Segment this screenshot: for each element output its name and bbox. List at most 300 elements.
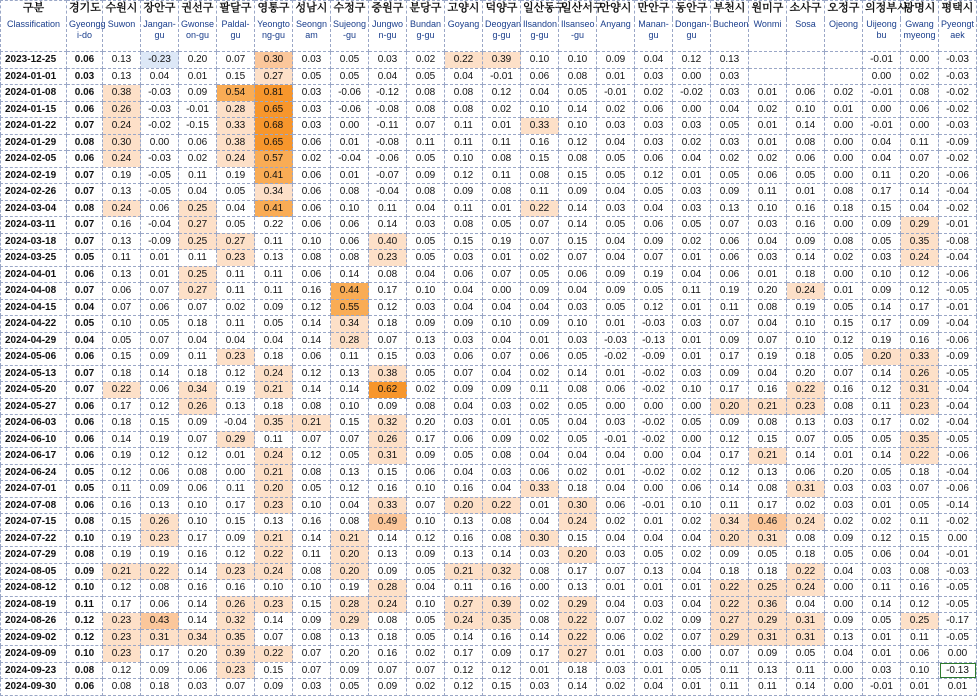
row-date: 2024-08-12 [1,580,67,597]
table-cell: 0.07 [407,662,445,679]
table-cell: 0.28 [217,101,255,118]
table-cell: 0.13 [749,464,787,481]
table-cell: -0.04 [939,464,977,481]
table-cell: 0.12 [369,299,407,316]
table-cell: 0.14 [559,679,597,696]
table-cell: 0.24 [787,580,825,597]
table-cell: 0.05 [597,167,635,184]
table-cell: 0.16 [825,382,863,399]
table-cell: 0.05 [67,464,103,481]
table-cell: -0.04 [141,217,179,234]
table-cell: -0.05 [939,431,977,448]
table-cell: 0.02 [749,101,787,118]
row-date: 2024-07-08 [1,497,67,514]
table-cell: 0.08 [67,662,103,679]
table-cell: 0.01 [939,679,977,696]
table-cell: 0.05 [711,118,749,135]
table-cell: 0.08 [445,85,483,102]
table-cell: 0.26 [141,514,179,531]
table-cell: 0.20 [179,52,217,69]
table-cell: 0.23 [217,250,255,267]
table-cell: 0.09 [863,217,901,234]
table-cell: 0.05 [217,184,255,201]
table-cell: 0.14 [863,596,901,613]
table-cell: 0.04 [445,283,483,300]
table-cell: 0.05 [787,646,825,663]
table-cell: 0.09 [711,184,749,201]
table-cell: 0.07 [67,283,103,300]
table-cell: 0.19 [141,547,179,564]
table-cell: 0.11 [711,497,749,514]
table-cell: 0.41 [255,167,293,184]
table-cell: 0.05 [673,415,711,432]
table-cell: 0.16 [293,283,331,300]
table-cell: -0.01 [863,52,901,69]
table-cell: 0.10 [179,514,217,531]
row-date: 2024-02-26 [1,184,67,201]
table-cell: 0.10 [901,662,939,679]
table-cell: 0.01 [673,349,711,366]
table-cell: 0.08 [407,101,445,118]
table-cell: 0.06 [521,464,559,481]
table-cell: 0.06 [711,250,749,267]
table-cell: 0.09 [673,613,711,630]
table-cell: 0.15 [559,167,597,184]
table-cell: 0.05 [635,184,673,201]
table-cell: 0.33 [521,481,559,498]
table-cell: 0.18 [255,349,293,366]
table-row [1,662,977,679]
table-cell: 0.02 [787,497,825,514]
table-cell: 0.04 [635,200,673,217]
column-header-english: Bucheon [711,19,749,52]
table-cell: 0.04 [521,85,559,102]
table-cell: -0.03 [141,151,179,168]
table-cell: 0.15 [331,415,369,432]
table-cell: 0.12 [445,662,483,679]
table-row [1,52,977,69]
table-row [1,85,977,102]
table-cell: 0.01 [597,316,635,333]
table-cell: 0.17 [521,646,559,663]
table-cell: 0.03 [749,217,787,234]
table-cell: 0.24 [445,613,483,630]
table-cell: 0.05 [103,332,141,349]
table-cell: 0.14 [559,101,597,118]
row-date: 2024-06-24 [1,464,67,481]
table-cell: 0.09 [141,481,179,498]
table-cell: 0.06 [635,217,673,234]
column-header-english: Ojeong [825,19,863,52]
table-cell: 0.06 [521,68,559,85]
table-cell: 0.17 [103,398,141,415]
table-cell: 0.00 [825,151,863,168]
table-cell: 0.12 [673,52,711,69]
table-cell: 0.12 [103,662,141,679]
table-cell: 0.04 [749,365,787,382]
table-cell: 0.22 [521,200,559,217]
table-cell: 0.14 [521,629,559,646]
table-cell: 0.05 [787,167,825,184]
row-date: 2024-05-20 [1,382,67,399]
table-cell: -0.01 [863,679,901,696]
table-cell: 0.12 [217,547,255,564]
table-cell: -0.06 [331,101,369,118]
table-cell: 0.13 [103,266,141,283]
table-cell: 0.00 [825,580,863,597]
table-row [1,332,977,349]
table-cell: 0.26 [901,365,939,382]
table-cell: 0.05 [67,250,103,267]
table-cell: 0.00 [521,580,559,597]
table-cell: -0.09 [939,349,977,366]
table-cell: 0.15 [559,233,597,250]
table-cell: -0.03 [597,332,635,349]
table-cell: 0.11 [521,382,559,399]
table-cell: 0.06 [67,398,103,415]
table-cell: 0.11 [901,629,939,646]
table-cell: 0.11 [103,481,141,498]
table-cell: 0.15 [825,316,863,333]
table-cell: 0.05 [407,629,445,646]
table-cell: 0.41 [255,200,293,217]
table-cell: 0.04 [673,530,711,547]
table-cell: 0.34 [711,514,749,531]
table-cell: 0.23 [901,398,939,415]
table-cell: 0.05 [521,266,559,283]
table-cell: 0.18 [369,629,407,646]
table-cell: 0.01 [483,200,521,217]
table-cell: 0.01 [521,497,559,514]
table-cell: 0.07 [711,646,749,663]
table-cell: 0.11 [863,580,901,597]
table-row [1,250,977,267]
table-row [1,415,977,432]
table-cell: 0.03 [597,118,635,135]
table-cell: 0.12 [711,431,749,448]
table-cell: 0.11 [179,250,217,267]
table-cell: 0.02 [293,151,331,168]
column-header-english: Sujeong -gu [331,19,369,52]
table-cell: 0.07 [445,365,483,382]
table-row [1,316,977,333]
table-cell: -0.02 [939,514,977,531]
table-cell: 0.06 [331,233,369,250]
table-cell: 0.00 [483,283,521,300]
table-cell: 0.03 [635,646,673,663]
table-cell: 0.35 [217,629,255,646]
table-cell: 0.19 [103,547,141,564]
table-cell: 0.15 [559,530,597,547]
row-date: 2024-01-22 [1,118,67,135]
table-cell: 0.03 [635,134,673,151]
table-cell: -0.04 [331,151,369,168]
table-cell: 0.00 [635,481,673,498]
table-cell: 0.16 [445,530,483,547]
table-cell: 0.22 [787,563,825,580]
table-cell: -0.03 [939,68,977,85]
table-cell: 0.20 [331,563,369,580]
table-cell: 0.14 [369,217,407,234]
table-cell: 0.10 [293,233,331,250]
table-cell: 0.15 [255,662,293,679]
column-header-korean: 광명시 [901,1,939,20]
table-cell: 0.11 [217,266,255,283]
table-cell: 0.02 [825,250,863,267]
table-cell: 0.01 [217,448,255,465]
table-cell: 0.12 [483,662,521,679]
table-cell: -0.02 [939,200,977,217]
column-header-english: Anyang [597,19,635,52]
table-cell: 0.10 [331,398,369,415]
table-cell: -0.09 [939,134,977,151]
table-cell: -0.13 [939,662,977,679]
table-cell: 0.06 [711,233,749,250]
table-cell: 0.24 [103,200,141,217]
table-cell: 0.81 [255,85,293,102]
table-cell: 0.07 [407,118,445,135]
row-date: 2024-06-03 [1,415,67,432]
table-cell: 0.22 [255,547,293,564]
table-cell: 0.07 [67,382,103,399]
table-cell: 0.06 [67,52,103,69]
column-header-korean: 덕양구 [483,1,521,20]
table-cell: 0.05 [673,662,711,679]
table-body [1,52,977,696]
table-cell: 0.04 [635,530,673,547]
table-cell: 0.04 [673,151,711,168]
table-cell: 0.19 [217,167,255,184]
table-cell: 0.27 [711,613,749,630]
table-cell: 0.06 [293,184,331,201]
table-cell: 0.10 [67,580,103,597]
table-cell: 0.09 [825,530,863,547]
column-header-korean: 경기도 [67,1,103,20]
table-cell: 0.07 [787,431,825,448]
table-cell: 0.05 [597,217,635,234]
row-date: 2024-03-11 [1,217,67,234]
table-cell: 0.06 [293,134,331,151]
table-cell: 0.11 [483,134,521,151]
table-cell: 0.02 [521,250,559,267]
table-cell: 0.06 [635,151,673,168]
table-cell: 0.08 [445,217,483,234]
table-cell: 0.05 [407,613,445,630]
table-cell: 0.04 [711,101,749,118]
table-cell: 0.15 [217,514,255,531]
table-cell: -0.01 [597,431,635,448]
table-cell: 0.05 [67,316,103,333]
table-cell: 0.06 [597,382,635,399]
table-cell: 0.12 [711,464,749,481]
table-cell: 0.19 [331,580,369,597]
table-cell: 0.13 [445,547,483,564]
table-cell: 0.09 [407,448,445,465]
table-cell: 0.10 [67,646,103,663]
table-cell: 0.27 [559,646,597,663]
table-cell: 0.04 [749,233,787,250]
table-cell: 0.04 [901,200,939,217]
table-cell: 0.12 [635,299,673,316]
table-cell: 0.17 [711,382,749,399]
table-cell: 0.03 [635,68,673,85]
table-cell: 0.09 [331,662,369,679]
table-cell: 0.25 [749,580,787,597]
table-cell: 0.06 [293,266,331,283]
table-cell: 0.12 [445,679,483,696]
table-cell: 0.04 [673,448,711,465]
table-cell: 0.24 [255,365,293,382]
table-cell: 0.08 [331,250,369,267]
table-cell: 0.07 [217,679,255,696]
table-cell: 0.02 [635,613,673,630]
table-cell: 0.09 [483,646,521,663]
table-cell: 0.39 [483,596,521,613]
table-cell: 0.29 [217,431,255,448]
table-cell: -0.13 [635,332,673,349]
table-cell: 0.10 [103,316,141,333]
table-cell: 0.04 [597,530,635,547]
table-cell: 0.02 [863,514,901,531]
table-cell: 0.05 [141,316,179,333]
table-cell: 0.06 [521,349,559,366]
table-cell: 0.16 [369,481,407,498]
table-cell: 0.07 [141,283,179,300]
table-cell: 0.17 [141,646,179,663]
table-cell: -0.03 [141,101,179,118]
table-cell: 0.07 [521,233,559,250]
table-cell: -0.05 [939,629,977,646]
table-cell: 0.12 [331,481,369,498]
table-cell: -0.02 [635,464,673,481]
table-cell: 0.11 [901,514,939,531]
table-cell [749,68,787,85]
table-cell: 0.35 [901,431,939,448]
column-header-korean: 영통구 [255,1,293,20]
table-cell: 0.04 [483,365,521,382]
table-cell: 0.07 [407,497,445,514]
table-cell: 0.30 [559,497,597,514]
table-cell: 0.16 [749,382,787,399]
table-cell: 0.13 [103,68,141,85]
table-cell: 0.01 [673,167,711,184]
table-cell: 0.10 [673,382,711,399]
table-cell: 0.23 [103,613,141,630]
table-cell: 0.16 [787,217,825,234]
table-cell: 0.19 [711,283,749,300]
table-cell: 0.09 [179,415,217,432]
table-cell: 0.19 [483,233,521,250]
table-cell: 0.19 [863,332,901,349]
table-cell: 0.05 [825,349,863,366]
table-row [1,283,977,300]
table-cell: -0.06 [939,481,977,498]
table-cell: 0.13 [217,398,255,415]
table-cell: 0.06 [141,200,179,217]
table-cell: 0.10 [293,497,331,514]
table-cell: 0.22 [559,613,597,630]
table-cell: 0.02 [407,382,445,399]
table-cell: 0.05 [635,283,673,300]
table-cell: -0.02 [939,151,977,168]
table-cell: 0.01 [597,580,635,597]
table-cell: 0.14 [787,118,825,135]
table-cell: 0.05 [331,679,369,696]
table-cell: 0.05 [407,250,445,267]
table-cell: 0.11 [749,184,787,201]
row-date: 2024-05-06 [1,349,67,366]
table-cell: 0.04 [407,580,445,597]
table-cell: 0.08 [293,464,331,481]
table-cell: 0.09 [141,349,179,366]
table-cell: 0.05 [825,431,863,448]
table-cell: 0.05 [217,217,255,234]
table-cell: 0.00 [825,134,863,151]
table-cell: 0.02 [711,151,749,168]
table-cell: 0.06 [901,101,939,118]
table-cell [749,52,787,69]
table-cell: 0.11 [103,250,141,267]
table-cell: 0.03 [673,184,711,201]
table-cell: -0.05 [141,184,179,201]
table-row [1,547,977,564]
table-cell: 0.12 [863,530,901,547]
table-cell: 0.05 [825,547,863,564]
table-cell: -0.01 [863,85,901,102]
table-cell: 0.06 [597,497,635,514]
table-cell: 0.05 [521,415,559,432]
table-cell: 0.25 [901,613,939,630]
table-cell: 0.28 [331,596,369,613]
column-header-english: Bundan g-gu [407,19,445,52]
table-cell: 0.49 [369,514,407,531]
row-date: 2024-04-01 [1,266,67,283]
table-cell: 0.04 [559,415,597,432]
table-cell: 0.05 [293,68,331,85]
table-cell: 0.05 [293,481,331,498]
table-cell: 0.07 [597,563,635,580]
table-cell: 0.13 [749,662,787,679]
table-cell: 0.24 [103,151,141,168]
table-cell: 0.23 [103,646,141,663]
table-cell: 0.25 [179,233,217,250]
table-cell: 0.04 [521,299,559,316]
table-cell: 0.24 [255,448,293,465]
table-cell: 0.33 [521,118,559,135]
table-cell: 0.03 [521,679,559,696]
table-cell: 0.14 [369,530,407,547]
table-cell: 0.19 [103,167,141,184]
table-cell: 0.09 [711,365,749,382]
table-cell: 0.09 [787,233,825,250]
table-cell: 0.17 [863,415,901,432]
table-cell: 0.03 [597,547,635,564]
table-cell: 0.28 [369,580,407,597]
table-cell: 0.04 [179,332,217,349]
table-cell: 0.02 [597,101,635,118]
table-cell: 0.07 [67,167,103,184]
table-cell: 0.09 [597,283,635,300]
table-cell: -0.06 [939,448,977,465]
table-cell: 0.02 [559,464,597,481]
table-cell: 0.38 [217,134,255,151]
table-cell: 0.11 [331,349,369,366]
table-cell: 0.17 [749,497,787,514]
table-cell: -0.03 [635,316,673,333]
table-cell: 0.27 [179,283,217,300]
table-cell: 0.04 [825,563,863,580]
table-cell: 0.00 [673,398,711,415]
